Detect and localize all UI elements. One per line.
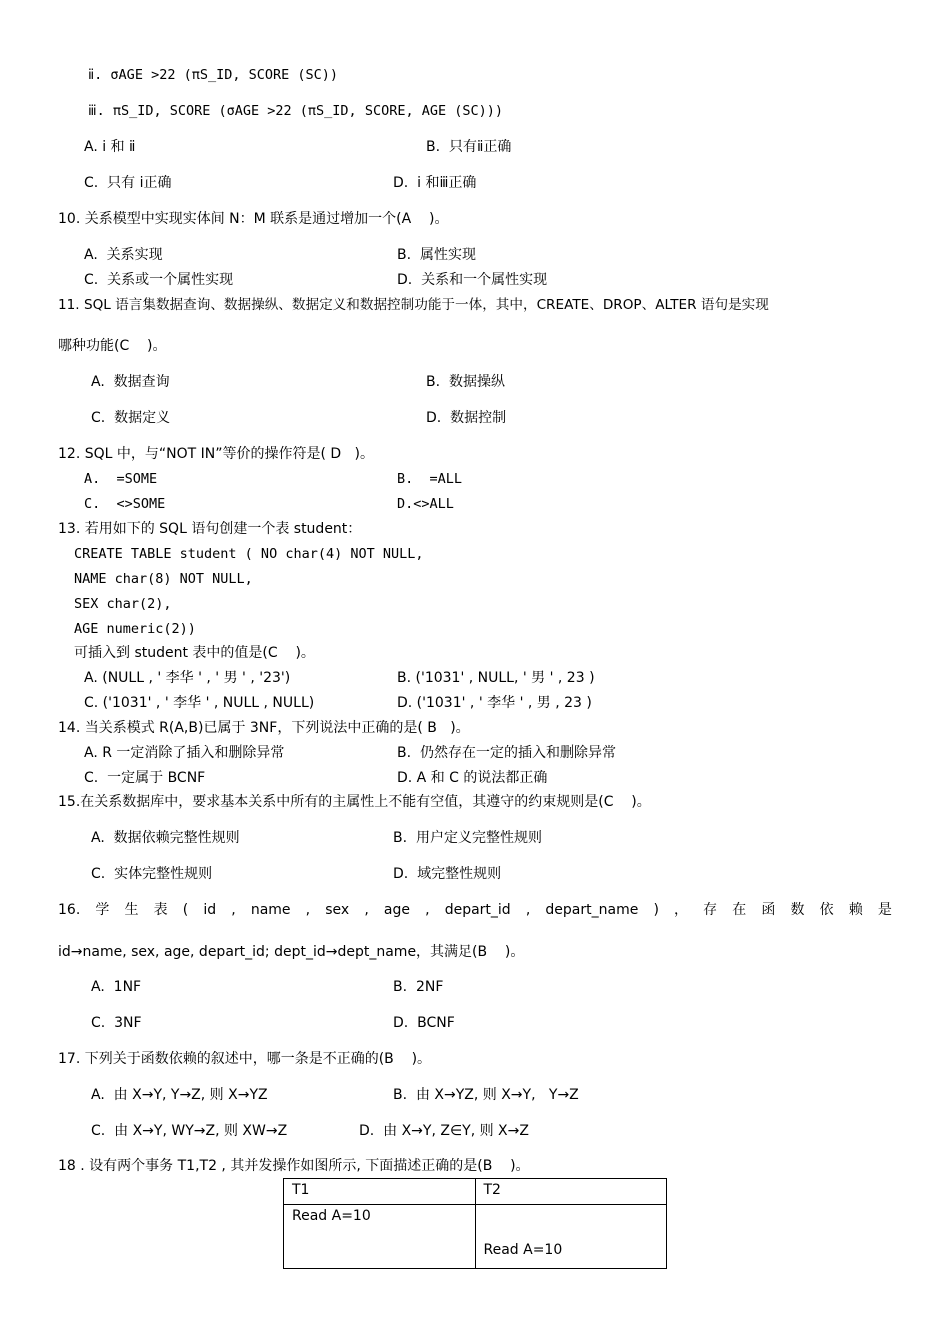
q10-choice-b: B. 属性实现 [397, 247, 476, 263]
q11-choice-b: B. 数据操纵 [426, 374, 505, 390]
q16-stem-token: 存 [703, 902, 718, 918]
q17-choice-d: D. 由 X→Y, Z∈Y, 则 X→Z [359, 1123, 529, 1139]
q11-choice-c: C. 数据定义 [91, 410, 171, 426]
q15-choice-a: A. 数据依赖完整性规则 [91, 830, 240, 846]
q11-stem-line1: 11. SQL 语言集数据查询、数据操纵、数据定义和数据控制功能于一体，其中，CREATE、DROP、ALTER 语句是实现 [58, 297, 769, 313]
q16-stem-token: ， [674, 902, 689, 918]
q18-stem: 18 . 设有两个事务 T1,T2 , 其并发操作如图所示, 下面描述正确的是(B )。 [58, 1158, 530, 1174]
q16-stem-token: name [250, 902, 291, 918]
table-header-t1: T1 [284, 1179, 476, 1205]
q16-stem-token: 依 [819, 902, 834, 918]
q13-prompt: 可插入到 student 表中的值是(C )。 [74, 645, 315, 661]
q10-choice-a: A. 关系实现 [84, 247, 163, 263]
q16-choice-a: A. 1NF [91, 979, 142, 995]
q14-choice-a: A. R 一定消除了插入和删除异常 [84, 745, 285, 761]
q17-choice-b: B. 由 X→YZ, 则 X→Y, Y→Z [393, 1087, 579, 1103]
q9-choice-a: A. ⅰ 和 ⅱ [84, 139, 136, 155]
q10-choice-d: D. 关系和一个属性实现 [397, 272, 548, 288]
q9-choice-c: C. 只有 ⅰ正确 [84, 175, 172, 191]
q17-stem: 17. 下列关于函数依赖的叙述中，哪一条是不正确的(B )。 [58, 1051, 432, 1067]
q12-choice-c: C. <>SOME [84, 496, 166, 512]
q16-stem-token: 是 [877, 902, 892, 918]
q16-stem-token: , [525, 902, 531, 918]
q13-choice-a: A. (NULL , ' 李华 ' , ' 男 ' , '23') [84, 670, 291, 686]
q16-stem-token: 表 [153, 902, 168, 918]
q16-choice-c: C. 3NF [91, 1015, 142, 1031]
q16-stem-token: 16. [58, 902, 81, 918]
q13-stem: 13. 若用如下的 SQL 语句创建一个表 student： [58, 521, 362, 537]
q14-choice-d: D. A 和 C 的说法都正确 [397, 770, 548, 786]
q16-stem-token: 在 [732, 902, 747, 918]
q12-choice-b: B. =ALL [397, 471, 463, 487]
q10-stem: 10. 关系模型中实现实体间 N：M 联系是通过增加一个(A )。 [58, 211, 449, 227]
q16-stem-token: depart_id [444, 902, 511, 918]
q9-choice-b: B. 只有ⅱ正确 [426, 139, 512, 155]
q13-code-line1: CREATE TABLE student ( NO char(4) NOT NULL, [74, 546, 424, 562]
table-header-t2: T2 [475, 1179, 667, 1205]
q16-stem-token: 赖 [848, 902, 863, 918]
q17-choice-c: C. 由 X→Y, WY→Z, 则 XW→Z [91, 1123, 288, 1139]
q15-stem: 15.在关系数据库中，要求基本关系中所有的主属性上不能有空值，其遵守的约束规则是(C )。 [58, 794, 651, 810]
q13-choice-c: C. ('1031' , ' 李华 ' , NULL , NULL) [84, 695, 315, 711]
q15-choice-b: B. 用户定义完整性规则 [393, 830, 542, 846]
q16-stem-token: depart_name [545, 902, 639, 918]
q16-stem-token: , [305, 902, 311, 918]
q16-stem-token: 生 [124, 902, 139, 918]
table-cell-t1-read: Read A=10 [284, 1205, 476, 1269]
q16-stem-token: 学 [95, 902, 110, 918]
q16-stem-token: , [425, 902, 430, 918]
q14-stem: 14. 当关系模式 R(A,B)已属于 3NF，下列说法中正确的是( B )。 [58, 720, 470, 736]
q16-stem-token: , [231, 902, 236, 918]
q10-choice-c: C. 关系或一个属性实现 [84, 272, 234, 288]
q13-choice-b: B. ('1031' , NULL, ' 男 ' , 23 ) [397, 670, 595, 686]
q13-code-line2: NAME char(8) NOT NULL, [74, 571, 253, 587]
q16-stem-token: ( [182, 902, 189, 918]
q14-choice-b: B. 仍然存在一定的插入和删除异常 [397, 745, 616, 761]
q15-choice-c: C. 实体完整性规则 [91, 866, 213, 882]
q16-stem-token: 数 [790, 902, 805, 918]
q16-stem-line2: id→name, sex, age, depart_id; dept_id→dept_name，其满足(B )。 [58, 944, 525, 960]
q12-choice-d: D.<>ALL [397, 496, 454, 512]
q17-choice-a: A. 由 X→Y, Y→Z, 则 X→YZ [91, 1087, 268, 1103]
q9-option-iii: ⅲ. πS_ID, SCORE (σAGE >22 (πS_ID, SCORE, AGE (SC))) [88, 103, 503, 119]
q9-option-ii: ⅱ. σAGE >22 (πS_ID, SCORE (SC)) [88, 67, 339, 83]
q13-choice-d: D. ('1031' , ' 李华 ' , 男 , 23 ) [397, 695, 592, 711]
q13-code-line4: AGE numeric(2)) [74, 621, 196, 637]
q13-code-line3: SEX char(2), [74, 596, 172, 612]
q11-choice-a: A. 数据查询 [91, 374, 170, 390]
q16-choice-d: D. BCNF [393, 1015, 455, 1031]
transaction-table [283, 1178, 667, 1269]
q16-stem-token: ) [653, 902, 659, 918]
q9-choice-d: D. ⅰ 和ⅲ正确 [393, 175, 477, 191]
q14-choice-c: C. 一定属于 BCNF [84, 770, 206, 786]
q16-stem-token: , [364, 902, 369, 918]
q16-stem-token: sex [325, 902, 350, 918]
table-cell-t2-read: Read A=10 [475, 1205, 667, 1269]
q16-choice-b: B. 2NF [393, 979, 444, 995]
q16-stem-token: age [383, 902, 410, 918]
q12-stem: 12. SQL 中，与“NOT IN”等价的操作符是( D )。 [58, 446, 374, 462]
q16-stem-token: 函 [761, 902, 776, 918]
q16-stem-line1 [58, 901, 892, 919]
q11-stem-line2: 哪种功能(C )。 [58, 338, 167, 354]
q12-choice-a: A. =SOME [84, 471, 158, 487]
q11-choice-d: D. 数据控制 [426, 410, 507, 426]
q15-choice-d: D. 域完整性规则 [393, 866, 502, 882]
q16-stem-token: id [203, 902, 217, 918]
